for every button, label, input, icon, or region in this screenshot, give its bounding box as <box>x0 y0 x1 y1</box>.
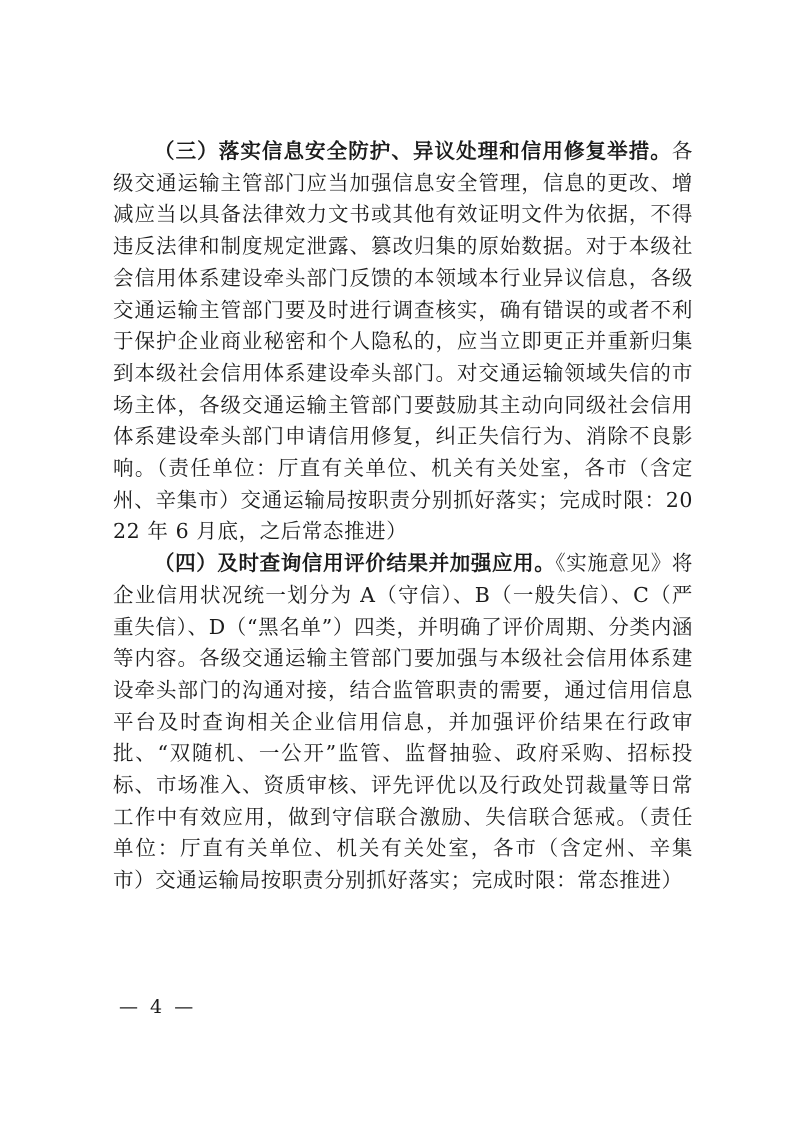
document-body <box>113 136 693 897</box>
section-4-heading: （四）及时查询信用评价结果并加强应用。 <box>154 551 556 576</box>
section-3-heading: （三）落实信息安全防护、异议处理和信用修复举措。 <box>154 139 672 163</box>
section-4-body: 《实施意见》将企业信用状况统一划分为 A（守信）、B（一般失信）、C（严重失信）、D（“黑名单”）四类，并明确了评价周期、分类内涵等内容。各级交通运输主管部门要加强与本级社会信用体系建设牵头部门的沟通对接，结合监管职责的需要，通过信用信息平台及时查询相关企业信用信息，并加强评价结果在行政审批、“双随机、一公开”监管、监督抽验、政府采购、招标投标、市场准入、资质审核、评先评优以及行政处罚裁量等日常工作中有效应用，做到守信联合激励、失信联合惩戒。（责任单位：厅直有关单位、机关有关处室，各市（含定州、辛集市）交通运输局按职责分别抓好落实；完成时限：常态推进） <box>113 551 693 893</box>
page-number: 4 <box>150 996 164 1018</box>
section-4-paragraph <box>113 548 693 897</box>
page-footer <box>115 996 198 1018</box>
section-3-body: 各级交通运输主管部门应当加强信息安全管理，信息的更改、增减应当以具备法律效力文书或其他有效证明文件为依据，不得违反法律和制度规定泄露、篡改归集的原始数据。对于本级社会信用体系建设牵头部门反馈的本领域本行业异议信息，各级交通运输主管部门要及时进行调查核实，确有错误的或者不利于保护企业商业秘密和个人隐私的，应当立即更正并重新归集到本级社会信用体系建设牵头部门。对交通运输领域失信的市场主体，各级交通运输主管部门要鼓励其主动向同级社会信用体系建设牵头部门申请信用修复，纠正失信行为、消除不良影响。（责任单位：厅直有关单位、机关有关处室，各市（含定州、辛集市）交通运输局按职责分别抓好落实；完成时限：2022 年 6 月底，之后常态推进） <box>113 139 693 544</box>
section-3-paragraph <box>113 136 693 548</box>
footer-dash-right: — <box>174 996 195 1018</box>
footer-dash-left: — <box>119 996 139 1018</box>
